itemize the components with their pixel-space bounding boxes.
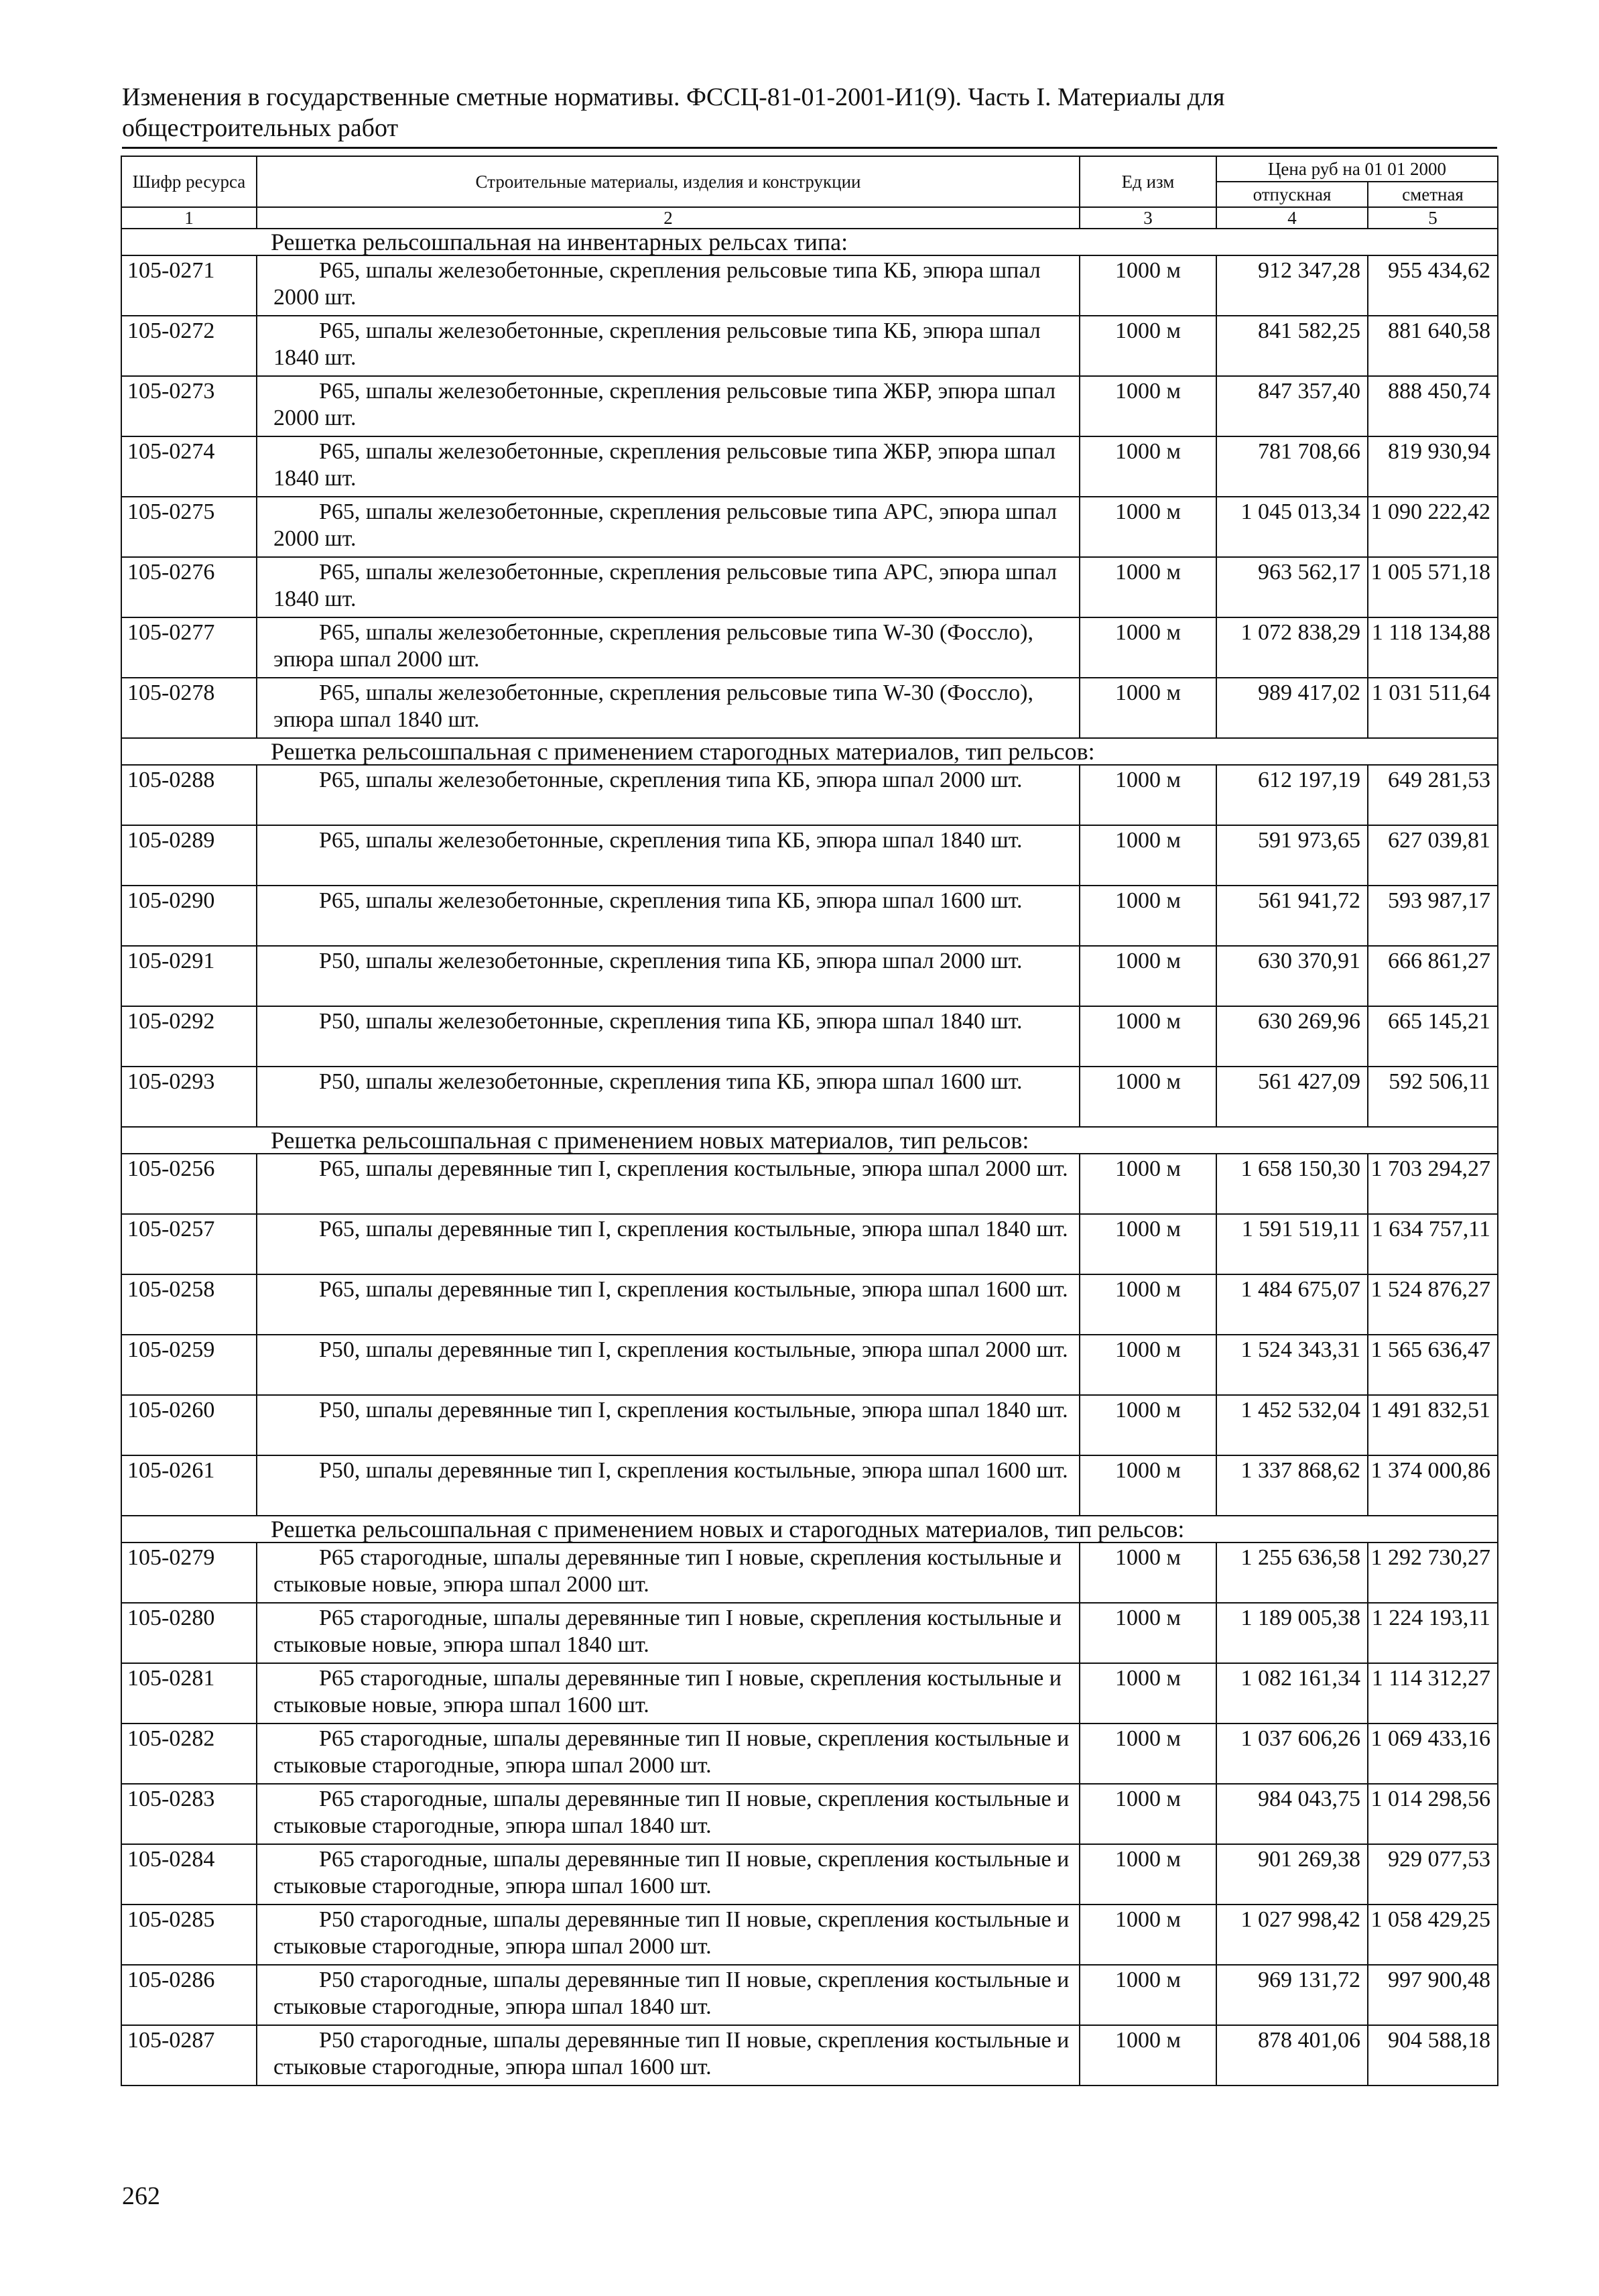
- table-row: [121, 1543, 1498, 1603]
- page-header: [122, 82, 1496, 143]
- release-price-cell: 1 037 606,26: [1216, 1724, 1368, 1784]
- material-description-cell: [257, 1455, 1080, 1516]
- material-description-cell: [257, 1844, 1080, 1905]
- material-description-cell: [257, 1006, 1080, 1067]
- resource-code-cell: 105-0256: [121, 1154, 257, 1214]
- material-description-cell: [257, 825, 1080, 886]
- material-description-text: Р50, шпалы деревянные тип I, скрепления костыльные, эпюра шпал 1600 шт.: [319, 1458, 1068, 1483]
- resource-code-cell: 105-0283: [121, 1784, 257, 1844]
- resource-code-cell: 105-0293: [121, 1067, 257, 1127]
- material-description-text: Р65, шпалы железобетонные, скрепления рельсовые типа АРС, эпюра шпал 2000 шт.: [273, 499, 1058, 551]
- estimate-price-cell: 1 524 876,27: [1368, 1274, 1498, 1335]
- material-description-text: Р65 старогодные, шпалы деревянные тип I новые, скрепления костыльные и стыковые новые, эпюра шпал 2000 шт.: [273, 1545, 1062, 1597]
- unit-cell: 1000 м: [1080, 1395, 1216, 1455]
- estimate-price-cell: 665 145,21: [1368, 1006, 1498, 1067]
- material-description-cell: [257, 886, 1080, 946]
- unit-cell: 1000 м: [1080, 557, 1216, 617]
- estimate-price-cell: 997 900,48: [1368, 1965, 1498, 2025]
- table-row: [121, 1006, 1498, 1067]
- release-price-cell: 969 131,72: [1216, 1965, 1368, 2025]
- table-header: [121, 156, 1498, 229]
- material-description-text: Р65, шпалы деревянные тип I, скрепления костыльные, эпюра шпал 1840 шт.: [319, 1217, 1068, 1242]
- estimate-price-cell: 929 077,53: [1368, 1844, 1498, 1905]
- material-description-text: Р65, шпалы железобетонные, скрепления рельсовые типа АРС, эпюра шпал 1840 шт.: [273, 560, 1058, 611]
- unit-cell: 1000 м: [1080, 1965, 1216, 2025]
- material-description-text: Р65 старогодные, шпалы деревянные тип II новые, скрепления костыльные и стыковые старогодные, эпюра шпал 2000 шт.: [273, 1726, 1070, 1778]
- material-description-text: Р65, шпалы железобетонные, скрепления рельсовые типа ЖБР, эпюра шпал 1840 шт.: [273, 439, 1056, 491]
- table-row: [121, 946, 1498, 1006]
- material-description-cell: [257, 1395, 1080, 1455]
- unit-cell: 1000 м: [1080, 376, 1216, 436]
- release-price-cell: 630 269,96: [1216, 1006, 1368, 1067]
- unit-cell: 1000 м: [1080, 1455, 1216, 1516]
- table-row: [121, 1784, 1498, 1844]
- release-price-cell: 1 658 150,30: [1216, 1154, 1368, 1214]
- release-price-cell: 1 337 868,62: [1216, 1455, 1368, 1516]
- material-description-cell: [257, 1214, 1080, 1274]
- estimate-price-cell: 1 058 429,25: [1368, 1905, 1498, 1965]
- resource-code-cell: 105-0291: [121, 946, 257, 1006]
- material-description-text: Р50, шпалы деревянные тип I, скрепления костыльные, эпюра шпал 2000 шт.: [319, 1337, 1068, 1362]
- unit-cell: 1000 м: [1080, 2025, 1216, 2086]
- column-number: 3: [1080, 207, 1216, 229]
- material-description-cell: [257, 617, 1080, 678]
- section-header-row: [121, 229, 1498, 255]
- release-price-cell: 1 591 519,11: [1216, 1214, 1368, 1274]
- header-estimate-price: сметная: [1368, 182, 1498, 207]
- section-title: Решетка рельсошпальная с применением новых материалов, тип рельсов:: [121, 1127, 1498, 1154]
- resource-code-cell: 105-0287: [121, 2025, 257, 2086]
- material-description-cell: [257, 2025, 1080, 2086]
- unit-cell: 1000 м: [1080, 1214, 1216, 1274]
- header-unit: Ед изм: [1080, 156, 1216, 207]
- material-description-cell: [257, 1067, 1080, 1127]
- table-row: [121, 1724, 1498, 1784]
- material-description-cell: [257, 1905, 1080, 1965]
- unit-cell: 1000 м: [1080, 765, 1216, 825]
- release-price-cell: 1 045 013,34: [1216, 497, 1368, 557]
- estimate-price-cell: 904 588,18: [1368, 2025, 1498, 2086]
- estimate-price-cell: 1 118 134,88: [1368, 617, 1498, 678]
- resource-code-cell: 105-0282: [121, 1724, 257, 1784]
- table-row: [121, 2025, 1498, 2086]
- header-divider: [122, 147, 1497, 149]
- table-row: [121, 765, 1498, 825]
- table-row: [121, 1067, 1498, 1127]
- table-row: [121, 497, 1498, 557]
- estimate-price-cell: 888 450,74: [1368, 376, 1498, 436]
- header-code: Шифр ресурса: [121, 156, 257, 207]
- resource-code-cell: 105-0272: [121, 316, 257, 376]
- material-description-cell: [257, 557, 1080, 617]
- material-description-cell: [257, 1724, 1080, 1784]
- section-title: Решетка рельсошпальная с применением новых и старогодных материалов, тип рельсов:: [121, 1516, 1498, 1543]
- table-row: [121, 1274, 1498, 1335]
- estimate-price-cell: 1 634 757,11: [1368, 1214, 1498, 1274]
- resource-code-cell: 105-0260: [121, 1395, 257, 1455]
- material-description-text: Р65, шпалы железобетонные, скрепления рельсовые типа КБ, эпюра шпал 1840 шт.: [273, 318, 1041, 370]
- header-name: Строительные материалы, изделия и конструкции: [257, 156, 1080, 207]
- unit-cell: 1000 м: [1080, 1603, 1216, 1663]
- table-row: [121, 1335, 1498, 1395]
- column-number: 5: [1368, 207, 1498, 229]
- release-price-cell: 561 941,72: [1216, 886, 1368, 946]
- resource-code-cell: 105-0290: [121, 886, 257, 946]
- resource-code-cell: 105-0285: [121, 1905, 257, 1965]
- estimate-price-cell: 593 987,17: [1368, 886, 1498, 946]
- material-description-cell: [257, 1543, 1080, 1603]
- material-description-cell: [257, 678, 1080, 738]
- estimate-price-cell: 819 930,94: [1368, 436, 1498, 497]
- resource-code-cell: 105-0278: [121, 678, 257, 738]
- material-description-cell: [257, 1663, 1080, 1724]
- material-description-cell: [257, 1603, 1080, 1663]
- unit-cell: 1000 м: [1080, 316, 1216, 376]
- release-price-cell: 912 347,28: [1216, 255, 1368, 316]
- material-description-text: Р65, шпалы деревянные тип I, скрепления костыльные, эпюра шпал 2000 шт.: [319, 1156, 1068, 1181]
- material-description-text: Р65, шпалы железобетонные, скрепления типа КБ, эпюра шпал 1600 шт.: [319, 888, 1023, 913]
- material-description-cell: [257, 436, 1080, 497]
- material-description-text: Р50, шпалы железобетонные, скрепления типа КБ, эпюра шпал 1840 шт.: [319, 1009, 1023, 1034]
- unit-cell: 1000 м: [1080, 1844, 1216, 1905]
- material-description-text: Р65 старогодные, шпалы деревянные тип II новые, скрепления костыльные и стыковые старогодные, эпюра шпал 1840 шт.: [273, 1787, 1070, 1838]
- resource-code-cell: 105-0289: [121, 825, 257, 886]
- document-title-line-1: Изменения в государственные сметные нормативы. ФССЦ-81-01-2001-И1(9). Часть I. Материалы для: [122, 83, 1225, 111]
- page-number: 262: [122, 2182, 160, 2210]
- release-price-cell: 841 582,25: [1216, 316, 1368, 376]
- unit-cell: 1000 м: [1080, 946, 1216, 1006]
- estimate-price-cell: 1 374 000,86: [1368, 1455, 1498, 1516]
- column-number: 2: [257, 207, 1080, 229]
- resource-code-cell: 105-0277: [121, 617, 257, 678]
- release-price-cell: 591 973,65: [1216, 825, 1368, 886]
- table-row: [121, 557, 1498, 617]
- resource-code-cell: 105-0280: [121, 1603, 257, 1663]
- unit-cell: 1000 м: [1080, 1724, 1216, 1784]
- table-row: [121, 678, 1498, 738]
- release-price-cell: 984 043,75: [1216, 1784, 1368, 1844]
- unit-cell: 1000 м: [1080, 1274, 1216, 1335]
- material-description-text: Р65 старогодные, шпалы деревянные тип I новые, скрепления костыльные и стыковые новые, эпюра шпал 1600 шт.: [273, 1666, 1062, 1717]
- release-price-cell: 901 269,38: [1216, 1844, 1368, 1905]
- price-table: [121, 156, 1498, 2086]
- resource-code-cell: 105-0292: [121, 1006, 257, 1067]
- section-header-row: [121, 738, 1498, 765]
- estimate-price-cell: 1 491 832,51: [1368, 1395, 1498, 1455]
- resource-code-cell: 105-0286: [121, 1965, 257, 2025]
- estimate-price-cell: 955 434,62: [1368, 255, 1498, 316]
- release-price-cell: 1 524 343,31: [1216, 1335, 1368, 1395]
- release-price-cell: 1 189 005,38: [1216, 1603, 1368, 1663]
- release-price-cell: 561 427,09: [1216, 1067, 1368, 1127]
- unit-cell: 1000 м: [1080, 1067, 1216, 1127]
- estimate-price-cell: 1 014 298,56: [1368, 1784, 1498, 1844]
- unit-cell: 1000 м: [1080, 1006, 1216, 1067]
- section-title: Решетка рельсошпальная на инвентарных рельсах типа:: [121, 229, 1498, 255]
- header-release-price: отпускная: [1216, 182, 1368, 207]
- section-header-row: [121, 1516, 1498, 1543]
- material-description-cell: [257, 1274, 1080, 1335]
- material-description-text: Р50 старогодные, шпалы деревянные тип II новые, скрепления костыльные и стыковые старогодные, эпюра шпал 2000 шт.: [273, 1907, 1070, 1959]
- resource-code-cell: 105-0276: [121, 557, 257, 617]
- estimate-price-cell: 666 861,27: [1368, 946, 1498, 1006]
- material-description-cell: [257, 1154, 1080, 1214]
- resource-code-cell: 105-0258: [121, 1274, 257, 1335]
- table-body: [121, 229, 1498, 2086]
- resource-code-cell: 105-0259: [121, 1335, 257, 1395]
- unit-cell: 1000 м: [1080, 825, 1216, 886]
- material-description-cell: [257, 1965, 1080, 2025]
- material-description-text: Р65, шпалы железобетонные, скрепления рельсовые типа ЖБР, эпюра шпал 2000 шт.: [273, 379, 1056, 430]
- release-price-cell: 630 370,91: [1216, 946, 1368, 1006]
- table-row: [121, 436, 1498, 497]
- material-description-text: Р65, шпалы железобетонные, скрепления типа КБ, эпюра шпал 2000 шт.: [319, 768, 1023, 792]
- table-row: [121, 1154, 1498, 1214]
- estimate-price-cell: 1 005 571,18: [1368, 557, 1498, 617]
- material-description-text: Р50, шпалы деревянные тип I, скрепления костыльные, эпюра шпал 1840 шт.: [319, 1398, 1068, 1423]
- estimate-price-cell: 1 069 433,16: [1368, 1724, 1498, 1784]
- document-title-line-2: общестроительных работ: [122, 114, 399, 142]
- material-description-text: Р65, шпалы железобетонные, скрепления рельсовые типа W-30 (Фоссло), эпюра шпал 2000 шт.: [273, 620, 1034, 672]
- column-number-row: [121, 207, 1498, 229]
- resource-code-cell: 105-0288: [121, 765, 257, 825]
- material-description-cell: [257, 316, 1080, 376]
- release-price-cell: 1 255 636,58: [1216, 1543, 1368, 1603]
- table-row: [121, 376, 1498, 436]
- table-row: [121, 886, 1498, 946]
- table-row: [121, 1603, 1498, 1663]
- table-row: [121, 316, 1498, 376]
- resource-code-cell: 105-0271: [121, 255, 257, 316]
- table-row: [121, 1214, 1498, 1274]
- resource-code-cell: 105-0273: [121, 376, 257, 436]
- release-price-cell: 1 082 161,34: [1216, 1663, 1368, 1724]
- material-description-text: Р65 старогодные, шпалы деревянные тип I новые, скрепления костыльные и стыковые новые, эпюра шпал 1840 шт.: [273, 1606, 1062, 1657]
- material-description-text: Р65, шпалы железобетонные, скрепления типа КБ, эпюра шпал 1840 шт.: [319, 828, 1023, 853]
- section-title: Решетка рельсошпальная с применением старогодных материалов, тип рельсов:: [121, 738, 1498, 765]
- estimate-price-cell: 649 281,53: [1368, 765, 1498, 825]
- release-price-cell: 1 072 838,29: [1216, 617, 1368, 678]
- unit-cell: 1000 м: [1080, 1663, 1216, 1724]
- unit-cell: 1000 м: [1080, 1543, 1216, 1603]
- material-description-cell: [257, 1784, 1080, 1844]
- table-row: [121, 255, 1498, 316]
- estimate-price-cell: 1 292 730,27: [1368, 1543, 1498, 1603]
- unit-cell: 1000 м: [1080, 1905, 1216, 1965]
- release-price-cell: 781 708,66: [1216, 436, 1368, 497]
- estimate-price-cell: 1 114 312,27: [1368, 1663, 1498, 1724]
- material-description-text: Р50 старогодные, шпалы деревянные тип II новые, скрепления костыльные и стыковые старогодные, эпюра шпал 1600 шт.: [273, 2028, 1070, 2079]
- material-description-cell: [257, 376, 1080, 436]
- table-row: [121, 1965, 1498, 2025]
- column-number: 4: [1216, 207, 1368, 229]
- release-price-cell: 612 197,19: [1216, 765, 1368, 825]
- release-price-cell: 847 357,40: [1216, 376, 1368, 436]
- material-description-text: Р65 старогодные, шпалы деревянные тип II новые, скрепления костыльные и стыковые старогодные, эпюра шпал 1600 шт.: [273, 1847, 1070, 1898]
- material-description-text: Р50, шпалы железобетонные, скрепления типа КБ, эпюра шпал 1600 шт.: [319, 1069, 1023, 1094]
- resource-code-cell: 105-0257: [121, 1214, 257, 1274]
- table-row: [121, 617, 1498, 678]
- unit-cell: 1000 м: [1080, 1784, 1216, 1844]
- material-description-cell: [257, 497, 1080, 557]
- material-description-cell: [257, 946, 1080, 1006]
- estimate-price-cell: 1 090 222,42: [1368, 497, 1498, 557]
- table-row: [121, 1905, 1498, 1965]
- estimate-price-cell: 1 224 193,11: [1368, 1603, 1498, 1663]
- material-description-text: Р65, шпалы железобетонные, скрепления рельсовые типа W-30 (Фоссло), эпюра шпал 1840 шт.: [273, 680, 1034, 732]
- unit-cell: 1000 м: [1080, 1154, 1216, 1214]
- resource-code-cell: 105-0261: [121, 1455, 257, 1516]
- unit-cell: 1000 м: [1080, 255, 1216, 316]
- table-row: [121, 825, 1498, 886]
- unit-cell: 1000 м: [1080, 497, 1216, 557]
- column-number: 1: [121, 207, 257, 229]
- unit-cell: 1000 м: [1080, 678, 1216, 738]
- resource-code-cell: 105-0279: [121, 1543, 257, 1603]
- release-price-cell: 1 027 998,42: [1216, 1905, 1368, 1965]
- release-price-cell: 963 562,17: [1216, 557, 1368, 617]
- table-row: [121, 1455, 1498, 1516]
- table-row: [121, 1395, 1498, 1455]
- table-row: [121, 1844, 1498, 1905]
- unit-cell: 1000 м: [1080, 1335, 1216, 1395]
- material-description-text: Р65, шпалы железобетонные, скрепления рельсовые типа КБ, эпюра шпал 2000 шт.: [273, 258, 1041, 310]
- estimate-price-cell: 1 031 511,64: [1368, 678, 1498, 738]
- resource-code-cell: 105-0275: [121, 497, 257, 557]
- estimate-price-cell: 1 565 636,47: [1368, 1335, 1498, 1395]
- material-description-cell: [257, 255, 1080, 316]
- estimate-price-cell: 1 703 294,27: [1368, 1154, 1498, 1214]
- unit-cell: 1000 м: [1080, 886, 1216, 946]
- estimate-price-cell: 881 640,58: [1368, 316, 1498, 376]
- estimate-price-cell: 627 039,81: [1368, 825, 1498, 886]
- material-description-text: Р65, шпалы деревянные тип I, скрепления костыльные, эпюра шпал 1600 шт.: [319, 1277, 1068, 1302]
- material-description-text: Р50, шпалы железобетонные, скрепления типа КБ, эпюра шпал 2000 шт.: [319, 949, 1023, 973]
- section-header-row: [121, 1127, 1498, 1154]
- material-description-cell: [257, 765, 1080, 825]
- release-price-cell: 1 452 532,04: [1216, 1395, 1368, 1455]
- material-description-cell: [257, 1335, 1080, 1395]
- release-price-cell: 878 401,06: [1216, 2025, 1368, 2086]
- release-price-cell: 989 417,02: [1216, 678, 1368, 738]
- resource-code-cell: 105-0284: [121, 1844, 257, 1905]
- unit-cell: 1000 м: [1080, 436, 1216, 497]
- estimate-price-cell: 592 506,11: [1368, 1067, 1498, 1127]
- material-description-text: Р50 старогодные, шпалы деревянные тип II новые, скрепления костыльные и стыковые старогодные, эпюра шпал 1840 шт.: [273, 1968, 1070, 2019]
- release-price-cell: 1 484 675,07: [1216, 1274, 1368, 1335]
- unit-cell: 1000 м: [1080, 617, 1216, 678]
- resource-code-cell: 105-0281: [121, 1663, 257, 1724]
- table-row: [121, 1663, 1498, 1724]
- header-price-group: Цена руб на 01 01 2000: [1216, 156, 1498, 182]
- resource-code-cell: 105-0274: [121, 436, 257, 497]
